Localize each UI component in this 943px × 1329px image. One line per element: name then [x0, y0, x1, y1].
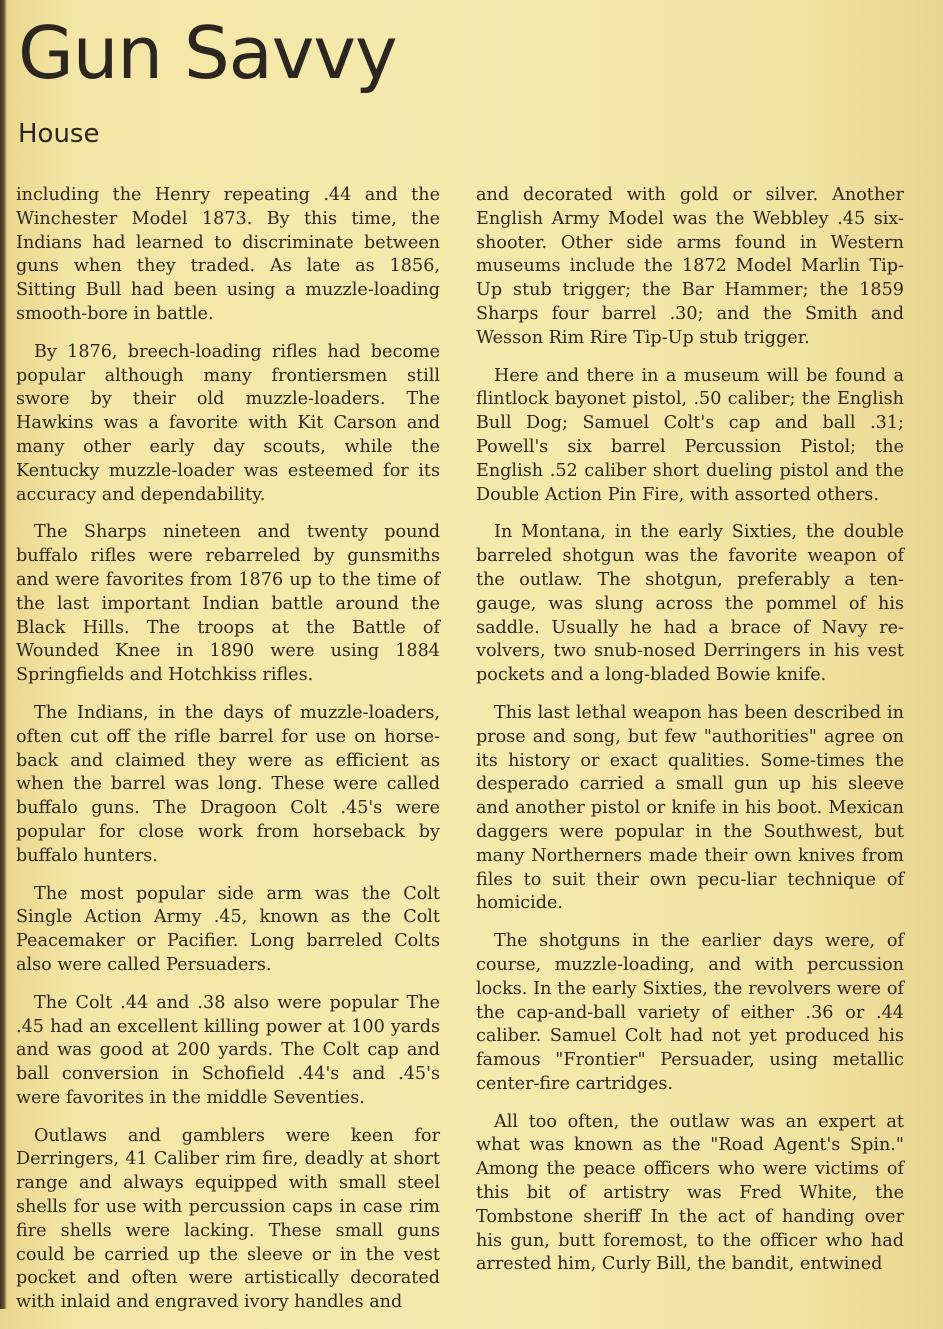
- left-column: [16, 184, 440, 1329]
- paragraph: The shotguns in the earlier days were, of course, muzzle-loading, and with percussion locks. In the early Sixties, the revolvers were of the cap-and-ball variety of either .36 or .44 caliber. Samuel Colt had not yet produced his famous "Frontier" Persuader, using metallic center-fire cartridges.: [476, 931, 904, 1094]
- paragraph: In Montana, in the early Sixties, the double barreled shotgun was the favorite weapon of the outlaw. The shotgun, preferably a ten-gauge, was slung across the pommel of his saddle. Usually he had a brace of Navy re-volvers, two snub-nosed Derringers in his vest pockets and a long-bladed Bowie knife.: [476, 522, 904, 686]
- paragraph: and decorated with gold or silver. Another English Army Model was the Webbley .45 six-shooter. Other side arms found in Western museums include the 1872 Model Marlin Tip-Up stub trigger; the Bar Hammer; the 1859 Sharps four barrel .30; and the Smith and Wesson Rim Rire Tip-Up stub trigger.: [476, 185, 904, 348]
- paragraph: By 1876, breech-loading rifles had become popular although many frontiersmen still swore by their old muzzle-loaders. The Hawkins was a favorite with Kit Carson and many other early day scouts, while the Kentucky muzzle-loader was esteemed for its accuracy and dependability.: [16, 341, 440, 505]
- paragraph: All too often, the outlaw was an expert at what was known as the "Road Agent's Spin." Among the peace officers who were victims of this bit of artistry was Fred White, the Tombstone sheriff In the act of handing over his gun, butt foremost, to the officer who had arrested him, Curly Bill, the bandit, entwined: [476, 1111, 904, 1275]
- paragraph: The Colt .44 and .38 also were popular The .45 had an excellent killing power at 100 yards and was good at 200 yards. The Colt cap and ball conversion in Schofield .44's and .45's were favorites in the middle Seventies.: [16, 992, 440, 1108]
- right-column: [476, 184, 904, 1291]
- paragraph: The most popular side arm was the Colt Single Action Army .45, known as the Colt Peacemaker or Pacifier. Long barreled Colts also were called Persuaders.: [16, 883, 440, 975]
- paragraph: The Sharps nineteen and twenty pound buffalo rifles were rebarreled by gunsmiths and were favorites from 1876 up to the time of the last important Indian battle around the Black Hills. The troops at the Battle of Wounded Knee in 1890 were using 1884 Springfields and Hotchkiss rifles.: [16, 522, 440, 686]
- page-title: Gun Savvy: [18, 11, 397, 95]
- author-label: House: [18, 119, 100, 149]
- paragraph: Outlaws and gamblers were keen for Derringers, 41 Caliber rim fire, deadly at short range and always equipped with small steel shells for use with percussion caps in case rim fire shells were lacking. These small guns could be carried up the sleeve or in the vest pocket and often were artistically decorated with inlaid and engraved ivory handles and: [16, 1125, 440, 1313]
- paragraph: This last lethal weapon has been described in prose and song, but few "authorities" agree on its history or exact qualities. Some-times the desperado carried a small gun up his sleeve and another pistol or knife in his boot. Mexican daggers were popular in the Southwest, but many Northerners made their own knives from files to suit their own pecu-liar technique of homicide.: [476, 702, 904, 914]
- paragraph: The Indians, in the days of muzzle-loaders, often cut off the rifle barrel for use on horse-back and claimed they were as efficient as when the barrel was long. These were called buffalo guns. The Dragoon Colt .45's were popular for close work from horseback by buffalo hunters.: [16, 702, 440, 866]
- page-edge-shadow: [0, 0, 7, 1309]
- paragraph: Here and there in a museum will be found a flintlock bayonet pistol, .50 caliber; the English Bull Dog; Samuel Colt's cap and ball .31; Powell's six barrel Percussion Pistol; the English .52 caliber short dueling pistol and the Double Action Pin Fire, with assorted others.: [476, 365, 904, 505]
- paragraph: including the Henry repeating .44 and the Winchester Model 1873. By this time, the Indians had learned to discriminate between guns when they traded. As late as 1856, Sitting Bull had been using a muzzle-loading smooth-bore in battle.: [16, 185, 440, 324]
